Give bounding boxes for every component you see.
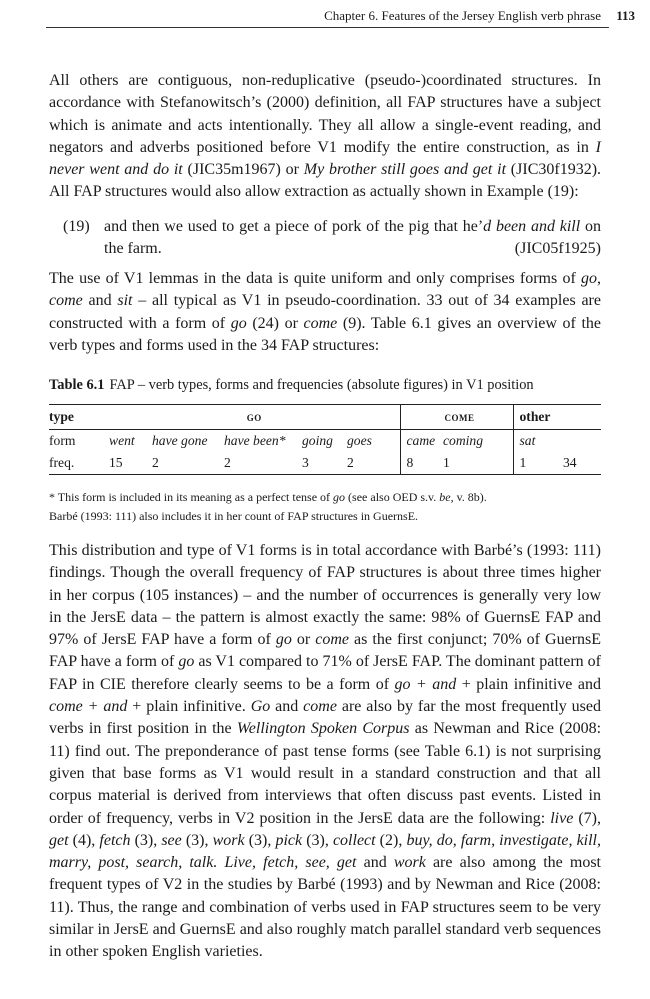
- header-type: type: [49, 405, 109, 430]
- table-caption: [49, 377, 601, 394]
- header-come: come: [400, 405, 513, 430]
- example-text: and then we used to get a piece of pork of the pig that he’d been and kill on the farm.: [104, 218, 602, 258]
- example-quote: I never went and do it: [49, 138, 601, 179]
- verb-forms-table: [49, 404, 601, 475]
- footnote-line-1: * This form is included in its meaning as a perfect tense of go (see also OED s.v. be, v. 8b).: [49, 490, 487, 504]
- table-row-freq: freq. 15 2 2 3 2 8 1 1 34: [49, 452, 601, 475]
- footnote-line-2: Barbé (1993: 111) also includes it in her count of FAP structures in GuernsE.: [49, 509, 419, 523]
- header-other: other: [513, 405, 601, 430]
- example-number: (19): [63, 218, 90, 235]
- chapter-title: Chapter 6. Features of the Jersey English verb phrase: [324, 8, 601, 23]
- example-source: (JIC05f1925): [514, 240, 601, 258]
- page-number: 113: [616, 8, 635, 23]
- table-total: 34: [563, 452, 601, 475]
- table-footnote: [49, 488, 601, 526]
- paragraph-3: This distribution and type of V1 forms is in total accordance with Barbé’s (1993: 111) findings. Though the overall frequency of FAP structures is about three times higher in her corpus (105 instances) – and the number of occurrences is generally very low in the JersE data – the pattern is almost exactly the same: 98% of GuernsE FAP and 97% of JersE FAP have a form of go or come as the first conjunct; 70% of GuernsE FAP have a form of go as V1 compared to 71% of JersE FAP. The dominant pattern of FAP in CIE therefore clearly seems to be a form of go + and + plain infinitive and come + and + plain infinitive. Go and come are also by far the most frequently used verbs in first position in the Wellington Spoken Corpus as Newman and Rice (2008: 11) find out. The preponderance of past tense forms (see Table 6.1) is not surprising given that base forms as V1 would result in a standard construction and that all corpus material is derived from interviews that often discuss past events. Listed in order of frequency, verbs in V2 position in the JersE data are the following: live (7), get (4), fetch (3), see (3), work (3), pick (3), collect (2), buy, do, farm, investigate, kill, marry, post, search, talk. Live, fetch, see, get and work are also among the most frequent types of V2 in the studies by Barbé (1993) and by Newman and Rice (2008: 11). Thus, the range and combination of verbs used in FAP structures seem to be very similar in JersE and GuernsE and also roughly match parallel standard verb sequences in other spoken English varieties.: [49, 542, 602, 961]
- table-header-row: [49, 405, 601, 430]
- table-caption-text: FAP – verb types, forms and frequencies (absolute figures) in V1 position: [109, 377, 534, 393]
- paragraph-1: All others are contiguous, non-reduplicative (pseudo-)coordinated structures. In accordance with Stefanowitsch’s (2000) definition, all FAP structures have a subject which is animate and acts intentionally. They all allow a single-event reading, and negators and adverbs positioned before V1 modify the entire construction, as in I never went and do it (JIC35m1967) or My brother still goes and get it (JIC30f1932). All FAP structures would also allow extraction as actually shown in Example (19):: [49, 72, 602, 201]
- table-row-form: form went have gone have been* going goes came coming sat: [49, 430, 601, 453]
- running-header: [46, 6, 635, 28]
- example-quote: My brother still goes and get it: [303, 161, 507, 179]
- table-label: Table 6.1: [49, 377, 105, 393]
- header-go: go: [109, 405, 400, 430]
- paragraph-2: The use of V1 lemmas in the data is quite uniform and only comprises forms of go, come and sit – all typical as V1 in pseudo-coordination. 33 out of 34 examples are constructed with a form of go (24) or come (9). Table 6.1 gives an overview of the verb types and forms used in the 34 FAP structures:: [49, 270, 601, 354]
